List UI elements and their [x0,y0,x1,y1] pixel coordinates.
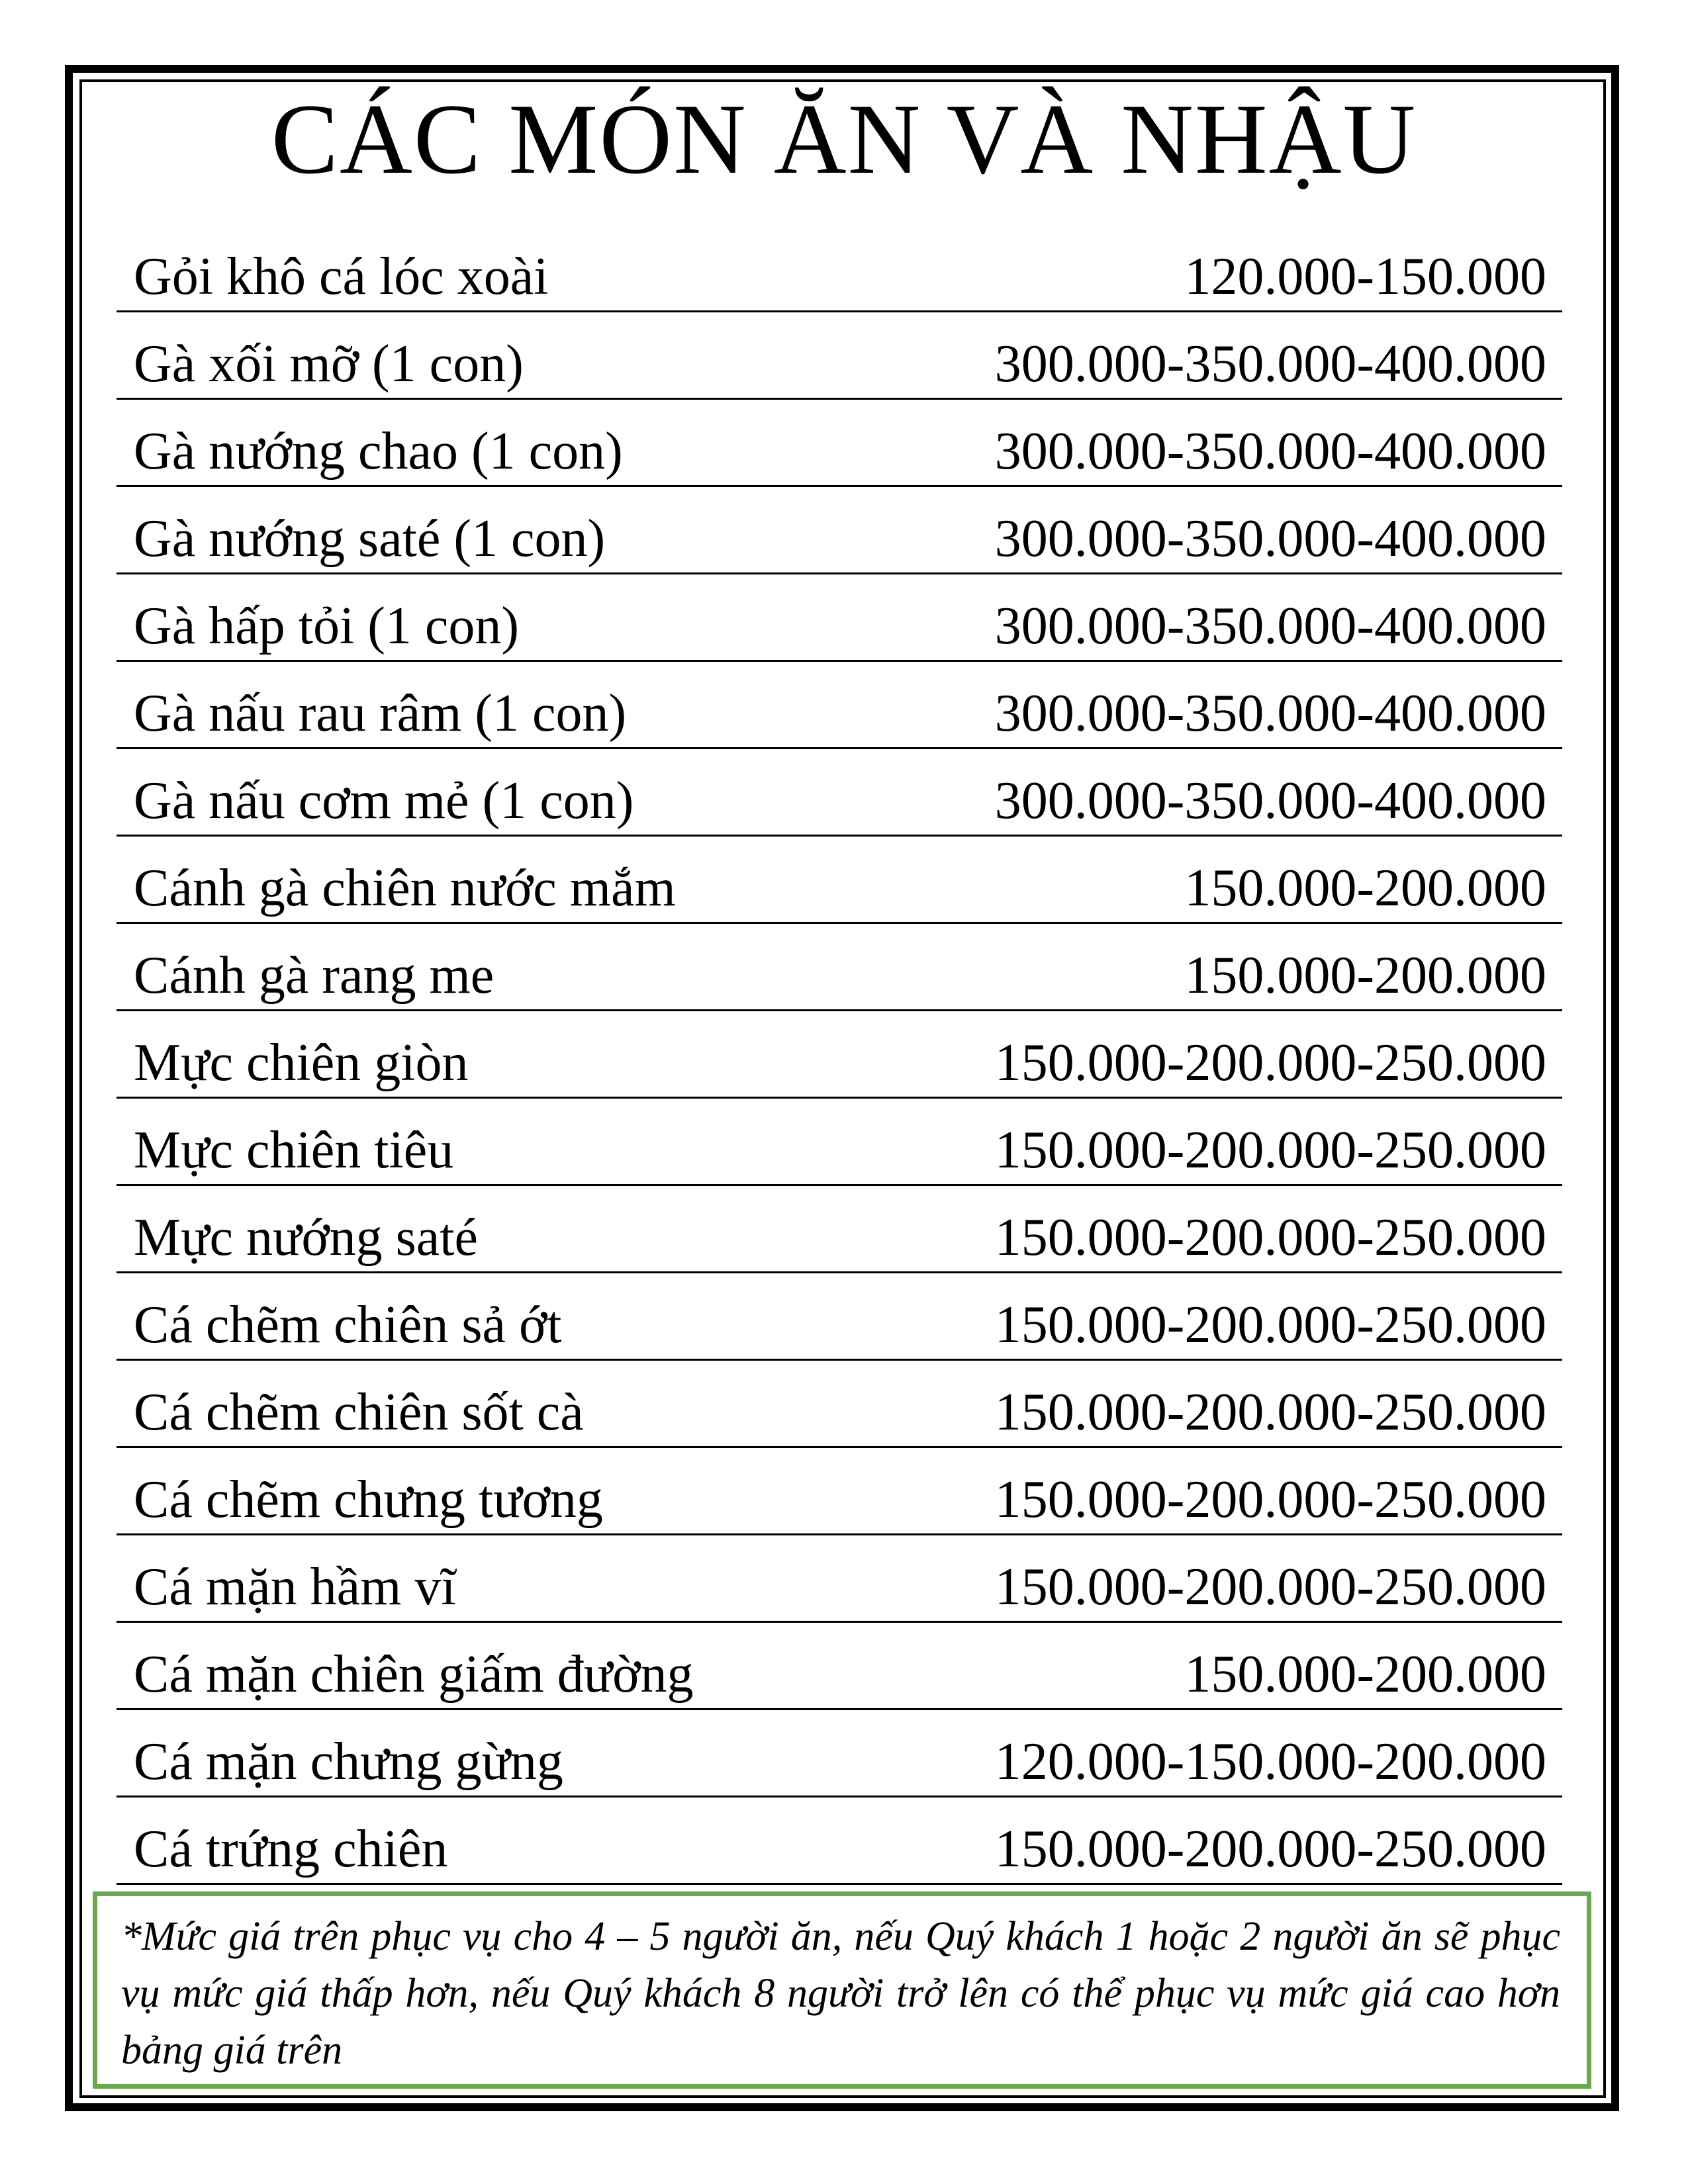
menu-list [117,225,1562,1885]
menu-row [117,924,1562,1011]
price-note: *Mức giá trên phục vụ cho 4 – 5 người ăn, nếu Quý khách 1 hoặc 2 người ăn sẽ phục vụ mức giá thấp hơn, nếu Quý khách 8 người trở lên có thể phục vụ mức giá cao hơn bảng giá trên [121,1914,1560,2073]
dish-price: 300.000-350.000-400.000 [994,772,1546,830]
dish-name: Gà nướng saté (1 con) [134,510,606,568]
dish-name: Cánh gà chiên nước mắm [134,859,676,917]
dish-price: 150.000-200.000 [1184,946,1546,1005]
dish-name: Mực chiên tiêu [134,1121,454,1179]
menu-row [117,1011,1562,1099]
dish-name: Cá chẽm chưng tương [134,1471,603,1529]
dish-name: Cá chẽm chiên sả ớt [134,1296,562,1354]
menu-row [117,1361,1562,1448]
dish-name: Gà nướng chao (1 con) [134,422,623,480]
menu-row [117,487,1562,574]
dish-name: Gà nấu rau râm (1 con) [134,684,627,743]
dish-name: Cá chẽm chiên sốt cà [134,1383,584,1441]
menu-row [117,225,1562,312]
dish-name: Mực chiên giòn [134,1034,469,1092]
price-note-box [93,1891,1591,2089]
menu-row [117,1186,1562,1273]
dish-price: 150.000-200.000-250.000 [994,1034,1546,1092]
menu-row [117,837,1562,924]
menu-row [117,1797,1562,1885]
dish-price: 150.000-200.000-250.000 [994,1558,1546,1616]
menu-row [117,1623,1562,1710]
menu-row [117,1710,1562,1797]
menu-row [117,400,1562,487]
menu-title: CÁC MÓN ĂN VÀ NHẬU [271,83,1417,195]
dish-price: 300.000-350.000-400.000 [994,597,1546,655]
dish-price: 150.000-200.000-250.000 [994,1471,1546,1529]
dish-price: 300.000-350.000-400.000 [994,510,1546,568]
dish-price: 150.000-200.000-250.000 [994,1208,1546,1267]
menu-row [117,1099,1562,1186]
menu-row [117,1535,1562,1623]
dish-price: 120.000-150.000 [1184,248,1546,306]
dish-price: 150.000-200.000-250.000 [994,1383,1546,1441]
dish-name: Gà nấu cơm mẻ (1 con) [134,772,634,830]
menu-row [117,749,1562,837]
menu-row [117,312,1562,400]
dish-name: Cá mặn hầm vĩ [134,1558,456,1616]
dish-name: Gà xối mỡ (1 con) [134,335,524,393]
dish-price: 150.000-200.000 [1184,1645,1546,1704]
dish-name: Cá mặn chiên giấm đường [134,1645,694,1704]
dish-price: 150.000-200.000-250.000 [994,1296,1546,1354]
menu-row [117,574,1562,662]
dish-name: Gỏi khô cá lóc xoài [134,248,549,306]
dish-price: 300.000-350.000-400.000 [994,335,1546,393]
menu-row [117,1448,1562,1535]
menu-row [117,662,1562,749]
dish-price: 150.000-200.000 [1184,859,1546,917]
dish-price: 150.000-200.000-250.000 [994,1121,1546,1179]
dish-name: Gà hấp tỏi (1 con) [134,597,520,655]
dish-name: Mực nướng saté [134,1208,479,1267]
dish-price: 150.000-200.000-250.000 [994,1820,1546,1878]
dish-name: Cá trứng chiên [134,1820,448,1878]
dish-name: Cánh gà rang me [134,946,494,1005]
dish-price: 120.000-150.000-200.000 [994,1733,1546,1791]
dish-price: 300.000-350.000-400.000 [994,422,1546,480]
dish-name: Cá mặn chưng gừng [134,1733,563,1791]
menu-row [117,1273,1562,1361]
dish-price: 300.000-350.000-400.000 [994,684,1546,743]
